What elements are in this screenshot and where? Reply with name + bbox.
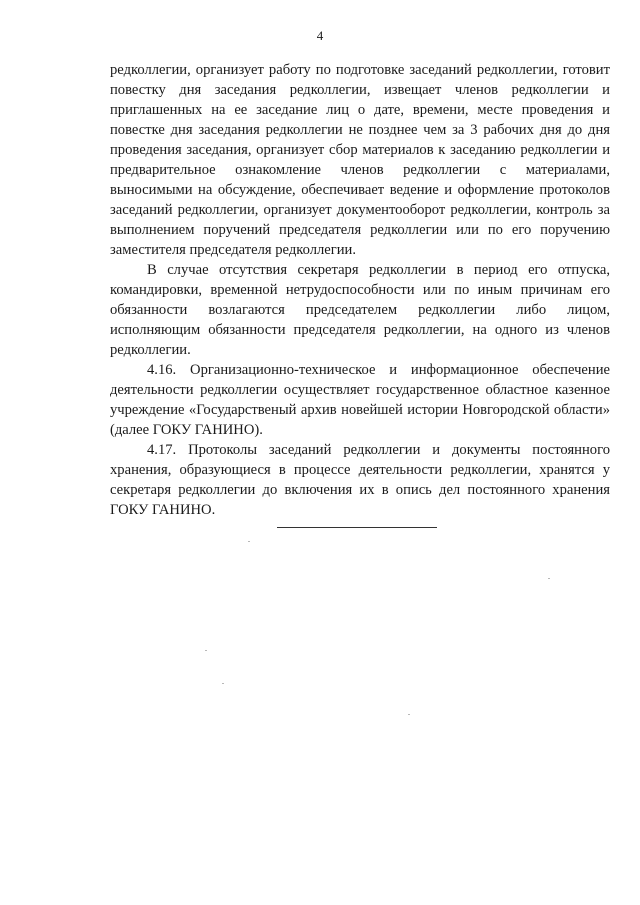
scan-speck [205,650,207,651]
document-body [110,60,610,520]
scan-speck [548,578,550,579]
page-number: 4 [316,28,324,43]
paragraph-secretary-absence: В случае отсутствия секретаря редколлегии в период его отпуска, командировки, временной нетрудоспособности или по иным причинам его обязанности возлагаются председателем редколлегии либо лицом, исполняющим обязанности председателя редколлегии, на одного из членов редколлегии. [110,262,610,358]
paragraph-secretary-duties: редколлегии, организует работу по подготовке заседаний редколлегии, готовит повестку дня заседания редколлегии, извещает членов редколлегии и приглашенных на ее заседание лиц о дате, времени, месте проведения и повестке дня заседания редколлегии не позднее чем за 3 рабочих дня до дня проведения заседания, организует сбор материалов к заседанию редколлегии и предварительное ознакомление членов редколлегии с материалами, выносимыми на обсуждение, обеспечивает ведение и оформление протоколов заседаний редколлегии, организует документооборот редколлегии, контроль за выполнением поручений председателя редколлегии или по его поручению заместителя председателя редколлегии. [110,62,610,258]
scan-speck [248,541,250,542]
scan-speck [222,683,224,684]
end-separator-line [277,527,437,528]
scan-speck [408,714,410,715]
paragraph-4-16: 4.16. Организационно-техническое и информационное обеспечение деятельности редколлегии осуществляет государственное областное казенное учреждение «Государственый архив новейшей истории Новгородской области» (далее ГОКУ ГАНИНО). [110,362,610,438]
paragraph-4-17: 4.17. Протоколы заседаний редколлегии и документы постоянного хранения, образующиеся в процессе деятельности редколлегии, хранятся у секретаря редколлегии до включения их в опись дел постоянного хранения ГОКУ ГАНИНО. [110,442,610,518]
